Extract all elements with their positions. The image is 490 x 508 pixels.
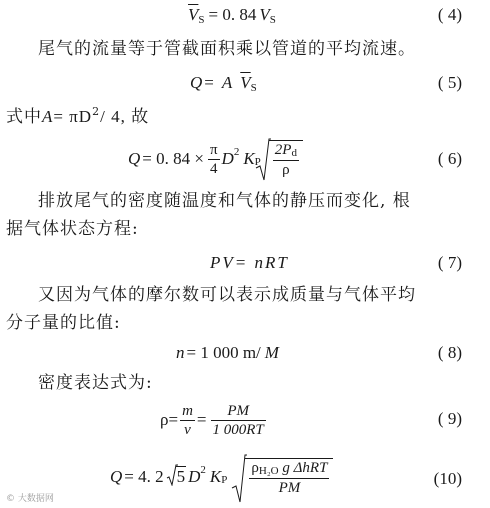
equation-8: n = 1 000 m/ M [176,343,279,362]
equation-number-10: (10) [433,469,462,488]
paragraph-flow: 尾气的流量等于管截面积乘以管道的平均流速。 [38,39,416,59]
paragraph-area-def: 式中$A= \pi D^2/$ 4, 故 [6,105,150,127]
watermark: © 大数据网 [6,494,54,504]
fraction-2pd-over-rho: $\frac{2Pd}{\rho}$ [274,141,297,178]
square-root-10 [245,458,333,497]
equation-7: PV= nRT [210,253,289,272]
equation-5: Q = A $\overline{V}S$ [190,73,257,94]
fraction-rho-g-over-pm: $\frac{\text{ρH₂O g ΔhRT}}{PM}$ [251,459,328,496]
equation-number-9: ( 9) [437,409,462,428]
fraction-pi-over-4: $\frac{\pi}{4}$ [209,141,218,177]
equation-6: Q = 0. 84 × $\frac{\pi}{4}$ D 2 K P $\frac{2Pd}{\rho}$ [128,136,303,182]
fraction-pm-over-rt: $\frac{PM}{1 000RT}$ [212,402,264,438]
paragraph-density-line2: 据气体状态方程: [6,219,139,239]
equation-number-8: ( 8) [437,343,462,362]
radical-sign-icon [231,454,247,504]
equation-number-4: ( 4) [437,5,462,24]
square-root-5: 5 [176,466,187,488]
radical-sign-icon [255,138,271,182]
equation-10: Q = 4. 2 5 D 2 K P $\frac{\text{ρH₂O g ΔhRT}}{PM}$ [110,452,333,502]
paragraph-density-line1: 排放尾气的密度随温度和气体的静压而变化, 根 [38,191,411,211]
paragraph-mole-line2: 分子量的比值: [6,313,121,333]
equation-number-6: ( 6) [437,149,462,168]
v-bar: $\overline{V}$ [188,5,199,24]
fraction-m-over-v: $\frac{m}{v}$ [182,402,193,438]
paragraph-mole-line1: 又因为气体的摩尔数可以表示成质量与气体平均 [38,285,416,305]
equation-number-7: ( 7) [437,253,462,272]
equation-9: ρ= $\frac{m}{v}$ = $\frac{PM}{1 000RT}$ [160,402,264,438]
equation-number-5: ( 5) [437,73,462,92]
square-root-6 [269,140,303,179]
equation-4: $\overline{V}S = 0$. 84 VS [188,5,276,26]
radical-sign-icon [166,464,178,486]
paragraph-density-expr: 密度表达式为: [38,373,153,393]
